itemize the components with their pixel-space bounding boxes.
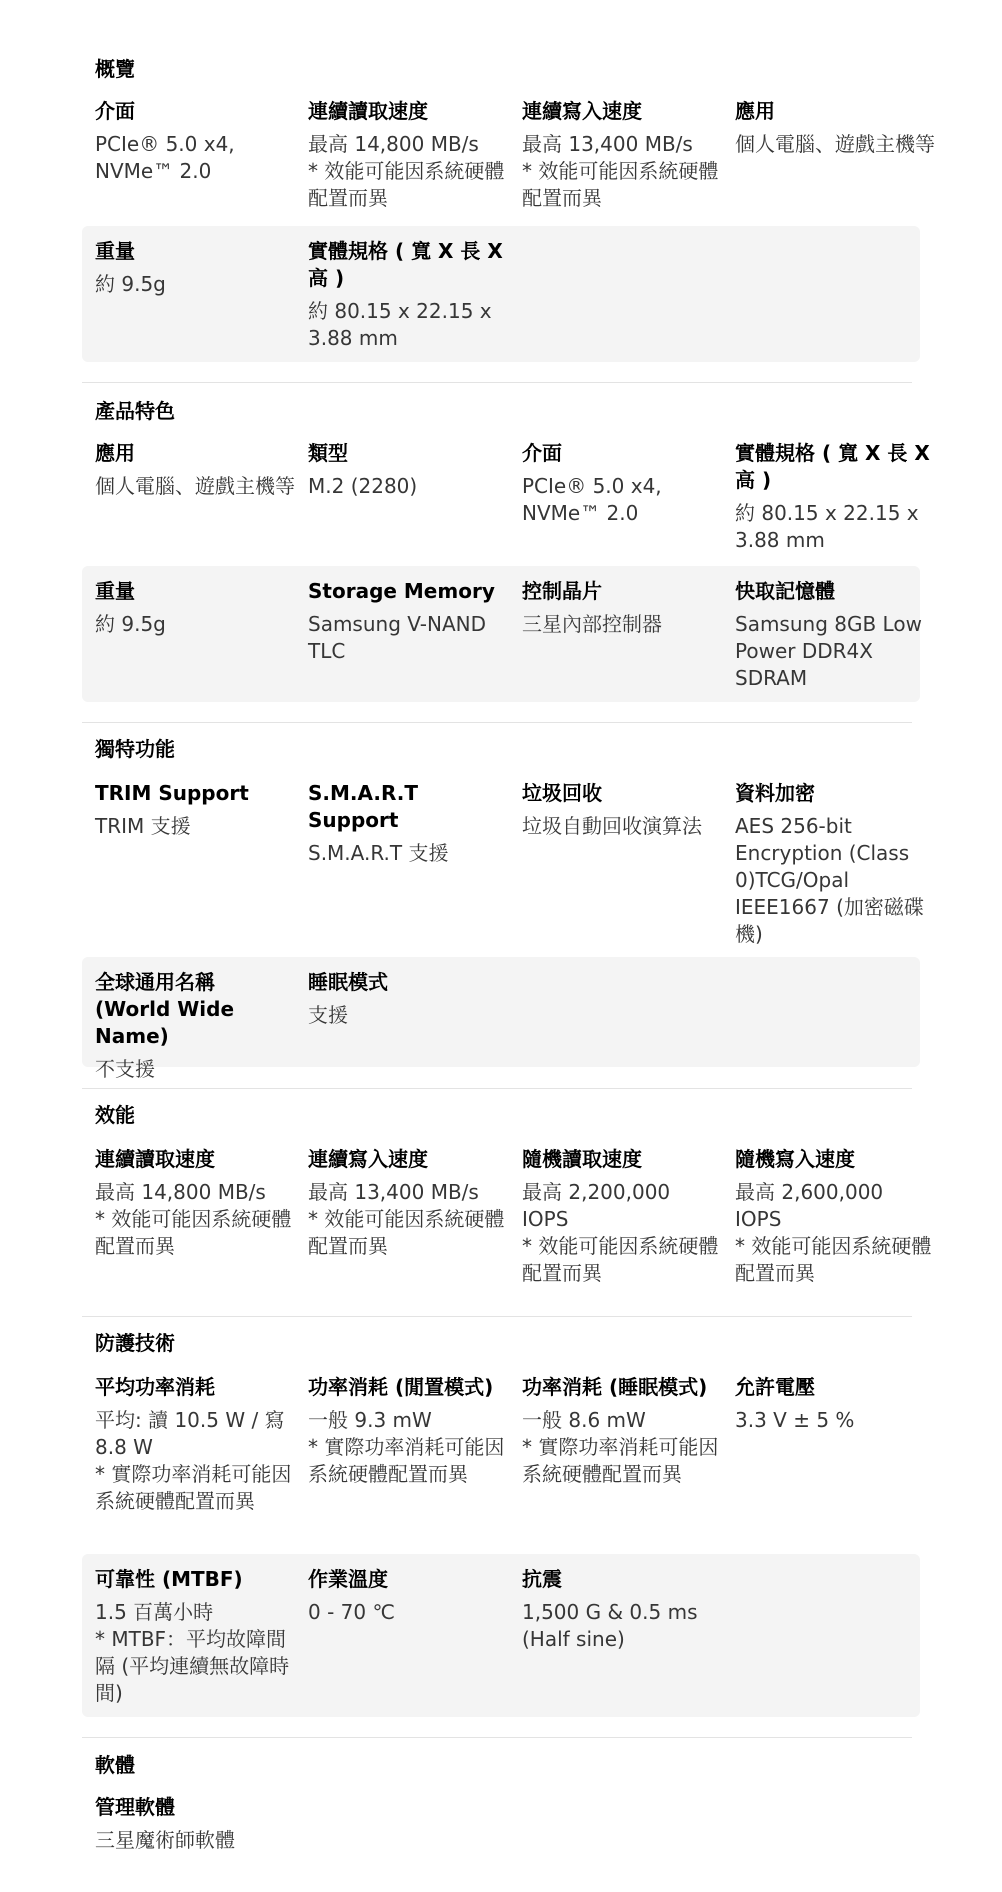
spec-label: 重量 xyxy=(95,239,135,263)
spec-item xyxy=(95,440,295,500)
spec-value: 支援 xyxy=(308,1003,348,1027)
spec-value: 個人電腦、遊戲主機等 xyxy=(735,132,935,156)
spec-label: 連續寫入速度 xyxy=(522,99,642,123)
spec-value: 一般 9.3 mW * 實際功率消耗可能因系統硬體配置而異 xyxy=(308,1408,505,1486)
spec-label: 實體規格 ( 寬 X 長 X 高 ) xyxy=(735,441,930,492)
spec-row xyxy=(82,226,920,362)
spec-item xyxy=(308,566,508,665)
spec-item xyxy=(735,566,935,692)
spec-item xyxy=(308,1374,508,1488)
section-divider xyxy=(82,1088,912,1089)
spec-value: Samsung V-NAND TLC xyxy=(308,612,486,663)
spec-row xyxy=(82,98,935,210)
spec-label: 快取記憶體 xyxy=(735,579,835,603)
spec-label: 應用 xyxy=(735,99,775,123)
spec-item xyxy=(95,98,295,185)
spec-item xyxy=(95,957,295,1083)
spec-value: 一般 8.6 mW * 實際功率消耗可能因系統硬體配置而異 xyxy=(522,1408,719,1486)
spec-value: 3.3 V ± 5 % xyxy=(735,1408,855,1432)
spec-label: 平均功率消耗 xyxy=(95,1375,215,1399)
spec-label: TRIM Support xyxy=(95,781,249,805)
spec-value: AES 256-bit Encryption (Class 0)TCG/Opal IEEE1667 (加密磁碟機) xyxy=(735,814,924,946)
spec-row xyxy=(82,1374,920,1544)
section-title: 效能 xyxy=(95,1103,135,1127)
spec-value: M.2 (2280) xyxy=(308,474,418,498)
spec-item xyxy=(95,226,295,298)
spec-item xyxy=(308,440,508,500)
spec-item xyxy=(735,1146,935,1287)
spec-value: 1.5 百萬小時 * MTBF：平均故障間隔 (平均連續無故障時間) xyxy=(95,1600,290,1705)
spec-row xyxy=(82,566,920,702)
spec-item xyxy=(308,226,508,352)
spec-label: 功率消耗 (睡眠模式) xyxy=(522,1375,708,1399)
spec-item xyxy=(735,780,935,948)
section-divider xyxy=(82,1316,912,1317)
spec-label: 作業溫度 xyxy=(308,1567,388,1591)
spec-row xyxy=(82,780,924,950)
spec-label: Storage Memory xyxy=(308,579,495,603)
section-title: 軟體 xyxy=(95,1753,135,1777)
spec-value: 最高 14,800 MB/s * 效能可能因系統硬體配置而異 xyxy=(95,1180,292,1258)
spec-value: S.M.A.R.T 支援 xyxy=(308,841,449,865)
spec-item xyxy=(308,1146,508,1260)
spec-item xyxy=(95,566,295,638)
section-divider xyxy=(82,1737,912,1738)
spec-label: 控制晶片 xyxy=(522,579,602,603)
spec-label: 隨機讀取速度 xyxy=(522,1147,642,1171)
spec-label: 可靠性 (MTBF) xyxy=(95,1567,243,1591)
spec-label: 連續讀取速度 xyxy=(95,1147,215,1171)
spec-item xyxy=(735,440,935,554)
section-title: 獨特功能 xyxy=(95,737,175,761)
spec-item xyxy=(522,1146,722,1287)
spec-item xyxy=(95,780,295,840)
spec-row xyxy=(82,440,930,560)
spec-item xyxy=(95,1794,295,1854)
section-divider xyxy=(82,382,912,383)
spec-value: PCIe® 5.0 x4, NVMe™ 2.0 xyxy=(522,474,662,525)
spec-value: 最高 2,200,000 IOPS * 效能可能因系統硬體配置而異 xyxy=(522,1180,719,1285)
spec-value: 最高 2,600,000 IOPS * 效能可能因系統硬體配置而異 xyxy=(735,1180,932,1285)
spec-value: 三星魔術師軟體 xyxy=(95,1828,235,1852)
spec-item xyxy=(735,98,935,158)
section-title: 防護技術 xyxy=(95,1331,175,1355)
spec-value: 1,500 G & 0.5 ms (Half sine) xyxy=(522,1600,698,1651)
spec-value: 0 - 70 ℃ xyxy=(308,1600,395,1624)
spec-value: PCIe® 5.0 x4, NVMe™ 2.0 xyxy=(95,132,235,183)
spec-label: 實體規格 ( 寬 X 長 X 高 ) xyxy=(308,239,503,290)
spec-label: 應用 xyxy=(95,441,135,465)
spec-value: 不支援 xyxy=(95,1057,155,1081)
spec-item xyxy=(95,1554,295,1707)
spec-item xyxy=(308,98,508,212)
spec-label: 允許電壓 xyxy=(735,1375,815,1399)
spec-value: Samsung 8GB Low Power DDR4X SDRAM xyxy=(735,612,922,690)
spec-row xyxy=(82,1554,920,1717)
spec-label: 管理軟體 xyxy=(95,1795,175,1819)
section-divider xyxy=(82,722,912,723)
spec-label: 資料加密 xyxy=(735,781,815,805)
spec-row xyxy=(82,1794,920,1854)
spec-value: 個人電腦、遊戲主機等 xyxy=(95,474,295,498)
spec-value: 平均: 讀 10.5 W / 寫 8.8 W * 實際功率消耗可能因系統硬體配置而異 xyxy=(95,1408,292,1513)
spec-item xyxy=(308,1554,508,1626)
section-title: 概覽 xyxy=(95,57,135,81)
spec-item xyxy=(95,1374,295,1515)
spec-value: 約 9.5g xyxy=(95,612,166,636)
spec-item xyxy=(735,1374,935,1434)
spec-item xyxy=(522,566,722,638)
spec-value: 最高 14,800 MB/s * 效能可能因系統硬體配置而異 xyxy=(308,132,505,210)
spec-value: 約 80.15 x 22.15 x 3.88 mm xyxy=(735,501,919,552)
spec-value: 約 80.15 x 22.15 x 3.88 mm xyxy=(308,299,492,350)
spec-item xyxy=(95,1146,295,1260)
spec-label: 垃圾回收 xyxy=(522,781,602,805)
spec-value: 最高 13,400 MB/s * 效能可能因系統硬體配置而異 xyxy=(522,132,719,210)
spec-label: 功率消耗 (閒置模式) xyxy=(308,1375,494,1399)
spec-value: TRIM 支援 xyxy=(95,814,191,838)
spec-label: 連續讀取速度 xyxy=(308,99,428,123)
spec-label: 睡眠模式 xyxy=(308,970,388,994)
spec-item xyxy=(308,780,508,867)
spec-label: 隨機寫入速度 xyxy=(735,1147,855,1171)
spec-label: 連續寫入速度 xyxy=(308,1147,428,1171)
spec-value: 最高 13,400 MB/s * 效能可能因系統硬體配置而異 xyxy=(308,1180,505,1258)
spec-item xyxy=(522,1554,722,1653)
spec-value: 約 9.5g xyxy=(95,272,166,296)
spec-label: 介面 xyxy=(95,99,135,123)
spec-value: 三星內部控制器 xyxy=(522,612,662,636)
spec-label: 重量 xyxy=(95,579,135,603)
spec-label: 類型 xyxy=(308,441,348,465)
spec-row xyxy=(82,1146,932,1296)
spec-value: 垃圾自動回收演算法 xyxy=(522,814,702,838)
spec-item xyxy=(522,440,722,527)
spec-item xyxy=(522,1374,722,1488)
spec-row xyxy=(82,957,920,1081)
spec-label: 全球通用名稱 (World Wide Name) xyxy=(95,970,235,1048)
section-title: 產品特色 xyxy=(95,399,175,423)
spec-item xyxy=(308,957,508,1029)
spec-item xyxy=(522,98,722,212)
spec-label: S.M.A.R.T Support xyxy=(308,781,418,832)
spec-label: 抗震 xyxy=(522,1567,562,1591)
spec-label: 介面 xyxy=(522,441,562,465)
spec-item xyxy=(522,780,722,840)
